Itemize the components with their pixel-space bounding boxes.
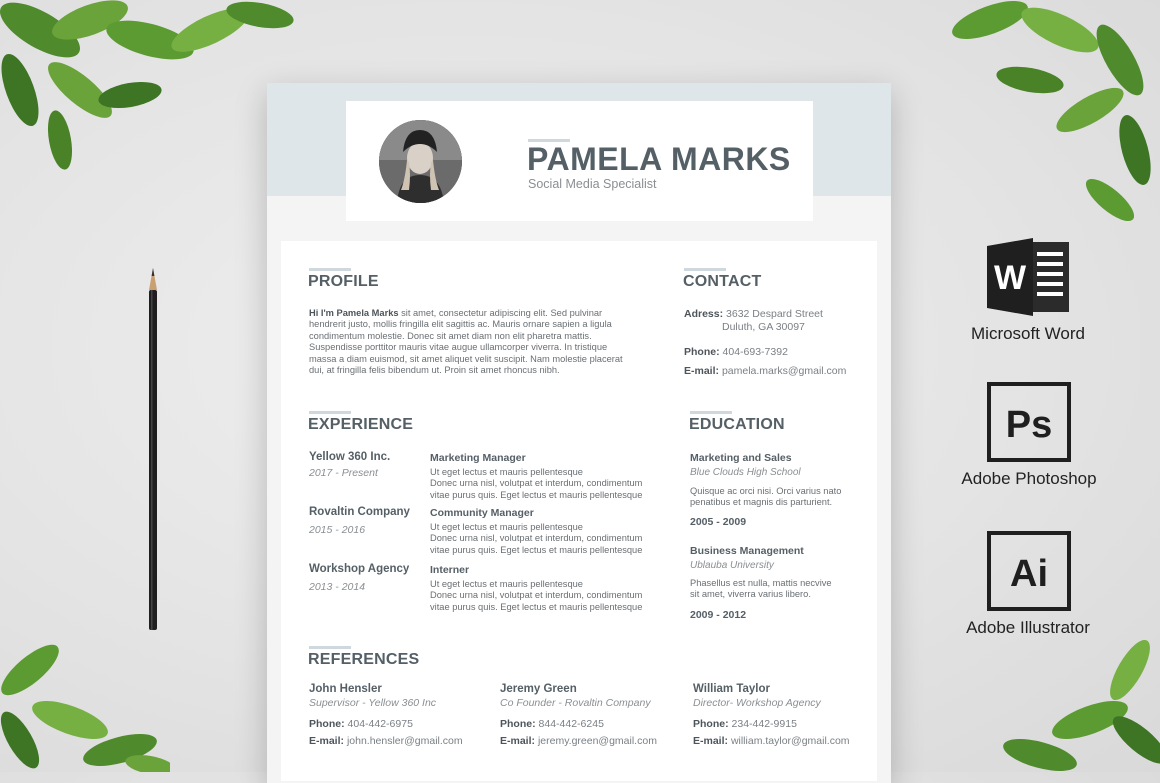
profile-lead: Hi I'm Pamela Marks [309, 308, 399, 318]
resume-header [346, 101, 813, 221]
photoshop-label: Adobe Photoshop [961, 469, 1097, 488]
phone-label: Phone: [684, 346, 720, 358]
illustrator-icon [987, 531, 1071, 611]
avatar [379, 120, 462, 203]
ref-phone [500, 718, 604, 730]
exp-desc-line: Donec urna nisl, volutpat et interdum, condimentum [430, 590, 643, 601]
exp-desc-line: vitae purus quis. Eget lectus et mauris pellentesque [430, 544, 643, 555]
illustrator-label: Adobe Illustrator [966, 618, 1090, 637]
contact-email [684, 365, 846, 377]
word-letter: W [993, 259, 1027, 297]
edu-years: 2009 - 2012 [690, 609, 747, 621]
contact-accent-bar [684, 268, 726, 271]
ref-name: Jeremy Green [500, 683, 577, 695]
resume-body [281, 241, 877, 781]
edu-degree: Marketing and Sales [690, 452, 792, 464]
ref-email-value: john.hensler@gmail.com [346, 735, 463, 747]
ref-phone-label: Phone: [693, 718, 729, 730]
exp-desc-line: Ut eget lectus et mauris pellentesque [430, 522, 583, 532]
profile-heading: PROFILE [308, 273, 379, 290]
resume-page [267, 83, 891, 783]
ref-phone [693, 718, 797, 730]
edu-degree: Business Management [690, 545, 804, 557]
ref-email-value: jeremy.green@gmail.com [537, 735, 657, 747]
exp-desc-line: vitae purus quis. Eget lectus et mauris pellentesque [430, 601, 643, 612]
ref-email [309, 735, 463, 747]
address-line2: Duluth, GA 30097 [722, 321, 805, 333]
illustrator-letters: Ai [1010, 553, 1048, 595]
ref-phone-value: 404-442-6975 [347, 718, 413, 730]
exp-desc [430, 579, 642, 613]
exp-dates: 2015 - 2016 [309, 524, 366, 536]
experience-accent-bar [309, 411, 351, 414]
contact-address [684, 308, 823, 320]
ref-email-label: E-mail: [500, 735, 536, 747]
ref-phone-value: 234-442-9915 [731, 718, 797, 730]
exp-company: Workshop Agency [309, 563, 410, 575]
exp-desc-line: Donec urna nisl, volutpat et interdum, condimentum [430, 533, 643, 544]
ref-phone-value: 844-442-6245 [538, 718, 604, 730]
ref-email-label: E-mail: [309, 735, 345, 747]
word-label: Microsoft Word [971, 324, 1085, 343]
candidate-title: Social Media Specialist [528, 177, 657, 191]
exp-company: Yellow 360 Inc. [309, 451, 391, 463]
education-heading: EDUCATION [689, 416, 785, 433]
edu-desc [690, 578, 832, 601]
edu-desc [690, 486, 841, 509]
ref-name: John Hensler [309, 683, 382, 695]
leaves-top-right [940, 0, 1160, 230]
pencil-image [146, 268, 160, 632]
ref-name: William Taylor [693, 683, 771, 695]
references-accent-bar [309, 646, 351, 649]
edu-desc-line: Quisque ac orci nisi. Orci varius nato [690, 486, 842, 496]
phone-value: 404-693-7392 [722, 346, 788, 358]
exp-role: Interner [430, 564, 470, 576]
exp-desc [430, 467, 642, 501]
exp-desc [430, 522, 642, 556]
contact-heading: CONTACT [683, 273, 762, 290]
exp-desc-line: vitae purus quis. Eget lectus et mauris pellentesque [430, 489, 643, 500]
education-accent-bar [690, 411, 732, 414]
exp-role: Marketing Manager [430, 452, 526, 464]
ref-role: Supervisor - Yellow 360 Inc [309, 697, 437, 709]
word-icon [987, 238, 1073, 316]
edu-desc-line: penatibus et magnis dis parturient. [690, 497, 833, 508]
leaves-bottom-left [0, 630, 170, 772]
profile-accent-bar [309, 268, 351, 271]
address-line1: 3632 Despard Street [726, 308, 823, 320]
ref-phone [309, 718, 413, 730]
exp-role: Community Manager [430, 507, 534, 519]
leaves-top-left [0, 0, 300, 170]
edu-desc-line: sit amet, viverra varius libero. [690, 589, 811, 600]
email-value: pamela.marks@gmail.com [721, 365, 847, 377]
exp-desc-line: Donec urna nisl, volutpat et interdum, condimentum [430, 478, 643, 489]
ref-email [500, 735, 657, 747]
edu-years: 2005 - 2009 [690, 516, 747, 528]
photoshop-icon [987, 382, 1071, 462]
exp-desc-line: Ut eget lectus et mauris pellentesque [430, 579, 583, 589]
references-heading: REFERENCES [308, 651, 420, 668]
ref-email-value: william.taylor@gmail.com [730, 735, 850, 747]
exp-company: Rovaltin Company [309, 506, 410, 518]
profile-body: sit amet, consectetur adipiscing elit. Sed pulvinar hendrerit justo, mollis fringilla elit sagittis ac. Mauris ornare sapien a ligula condimentum molestie. Donec sit amet diam non elit pharetra mattis. Suspendisse porttitor mauris vitae augue ullamcorper viverra. In tristique massa a diam euismod, sit amet aliquet velit suscipit. Nam molestie placerat dui, at fringilla felis bibendum ut. Proin sit amet rhoncus nibh. [309, 308, 623, 376]
edu-school: Ublauba University [690, 560, 774, 571]
address-label: Adress: [684, 308, 724, 320]
profile-text [309, 308, 627, 376]
edu-desc-line: Phasellus est nulla, mattis necvive [690, 578, 832, 588]
ref-role: Co Founder - Rovaltin Company [500, 697, 651, 709]
experience-heading: EXPERIENCE [308, 416, 414, 433]
contact-phone [684, 346, 788, 358]
email-label: E-mail: [684, 365, 720, 377]
exp-desc-line: Ut eget lectus et mauris pellentesque [430, 467, 583, 477]
photoshop-letters: Ps [1005, 404, 1053, 446]
ref-email [693, 735, 850, 747]
candidate-name: PAMELA MARKS [527, 141, 791, 177]
ref-role: Director- Workshop Agency [693, 697, 821, 709]
ref-email-label: E-mail: [693, 735, 729, 747]
exp-dates: 2013 - 2014 [309, 581, 366, 593]
edu-school: Blue Clouds High School [690, 467, 801, 478]
leaves-bottom-right [990, 640, 1160, 772]
ref-phone-label: Phone: [309, 718, 345, 730]
ref-phone-label: Phone: [500, 718, 536, 730]
exp-dates: 2017 - Present [309, 467, 378, 479]
